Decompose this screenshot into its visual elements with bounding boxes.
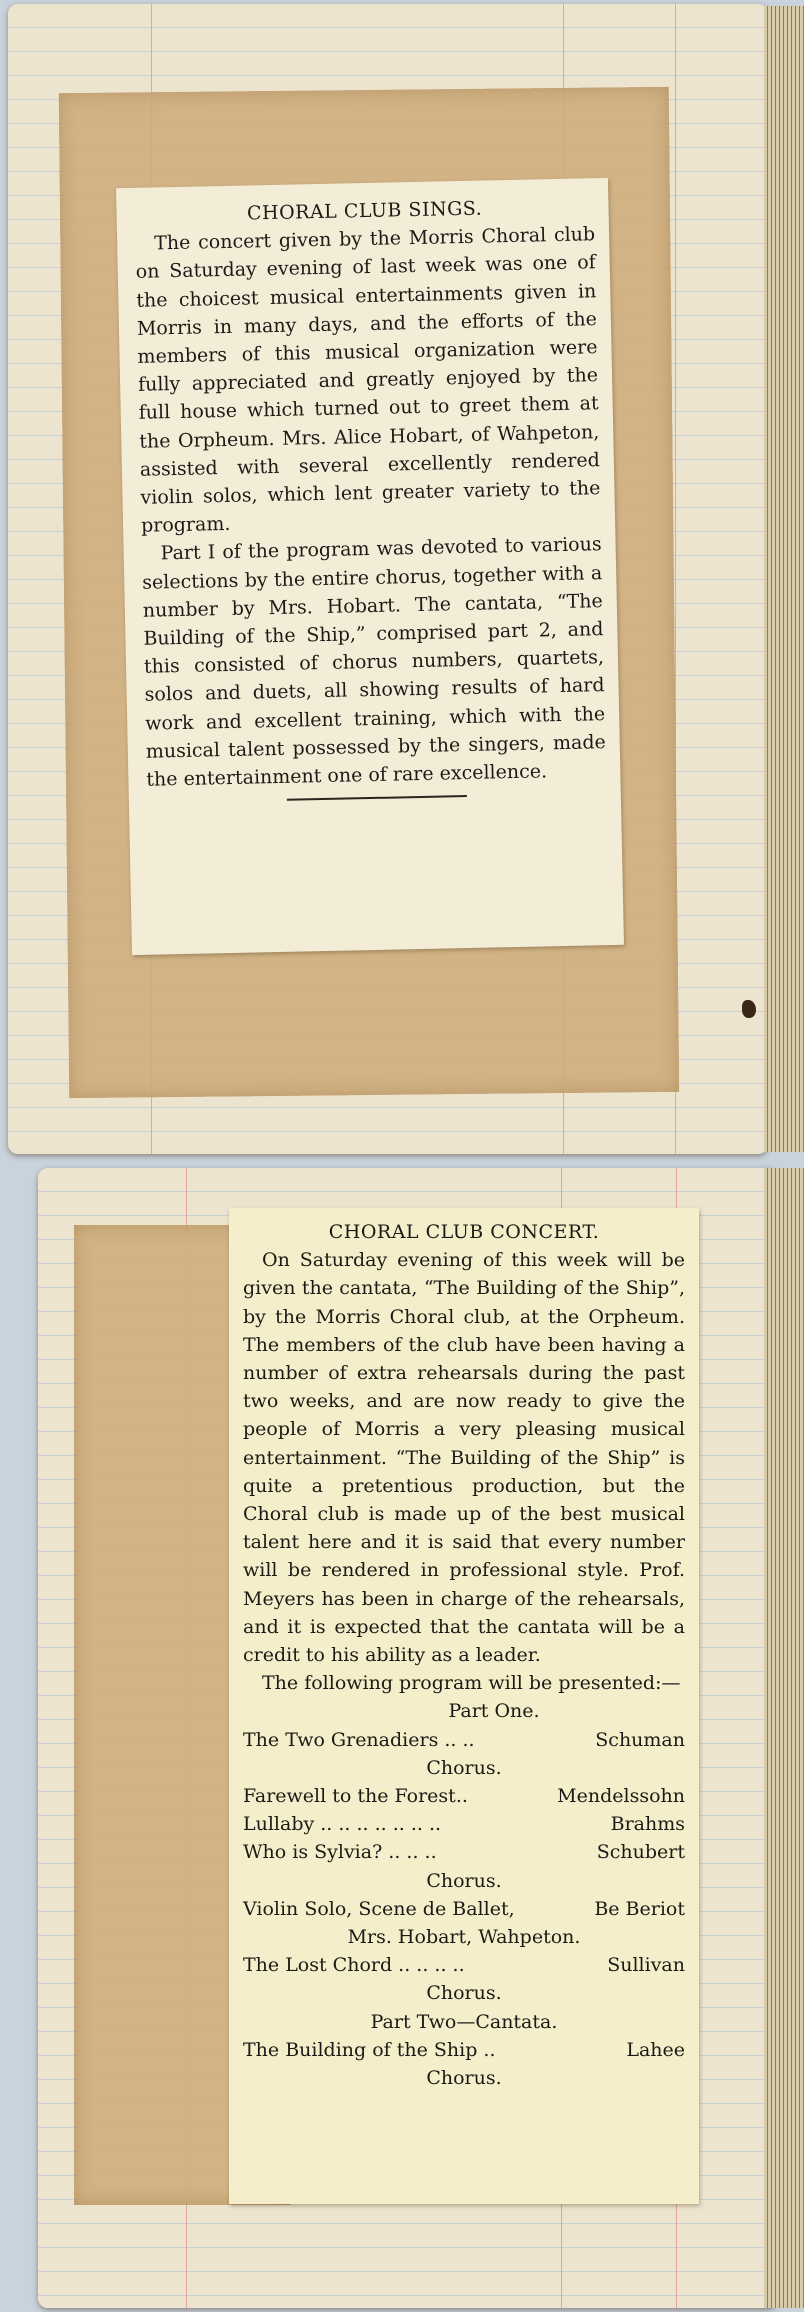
newspaper-clipping-choral-club-sings [116, 178, 624, 955]
page-edges-bottom [764, 1168, 804, 2308]
program-item [243, 1838, 685, 1866]
program-item-title: Lullaby .. .. .. .. .. .. .. [243, 1813, 442, 1836]
clipping-title: CHORAL CLUB CONCERT. [328, 1221, 600, 1243]
clipping-rule [287, 795, 467, 801]
program-item [243, 1951, 685, 1979]
clipping-paragraph: The concert given by the Morris Choral club on Saturday evening of last week was one of the choicest musical entertainments given in Morris in many days, and the efforts of the members of this musical organization were fully appreciated and greatly enjoyed by the full house which turned out to greet them at the Orpheum. Mrs. Alice Hobart, of Wahpeton, assisted with several excellently rendered violin solos, which lent greater variety to the program. [135, 223, 601, 538]
program-item-performer: Mrs. Hobart, Wahpeton. [347, 1926, 581, 1949]
program-item-composer: Schuman [595, 1728, 685, 1751]
program-item-composer: Brahms [610, 1813, 685, 1836]
program-item [243, 1895, 685, 1923]
clipping-title: CHORAL CLUB SINGS. [246, 197, 483, 225]
program-item-title: The Two Grenadiers .. .. [243, 1728, 475, 1751]
clipping-paragraph: On Saturday evening of this week will be given the cantata, “The Building of the Ship”, by the Morris Choral club, at the Orpheum. The members of the club have been having a number of extra rehearsals during the past two weeks, and are now ready to give the people of Morris a very pleasing musical entertainment. “The Building of the Ship” is quite a pretentious production, but the Choral club is made up of the best musical talent here and it is said that every number will be rendered in professional style. Prof. Meyers has been in charge of the rehearsals, and it is expected that the cantata will be a credit to his ability as a leader. [243, 1249, 685, 1667]
program-item-performer: Chorus. [426, 1869, 502, 1892]
program-item-title: Farewell to the Forest.. [243, 1785, 468, 1808]
page-edges-top [764, 6, 804, 1152]
program-item-composer: Sullivan [607, 1954, 685, 1977]
tack-mark [742, 1000, 756, 1018]
program-item-composer: Lahee [626, 2038, 685, 2061]
program-item-title: The Building of the Ship .. [243, 2038, 496, 2061]
program-item-title: The Lost Chord .. .. .. .. [243, 1954, 465, 1977]
program-item [243, 1782, 685, 1810]
program-item-composer: Schubert [596, 1841, 685, 1864]
clipping-paragraph: The following program will be presented:— [262, 1672, 681, 1695]
program-part-two-heading: Part Two—Cantata. [370, 2010, 558, 2033]
program-item-performer: Chorus. [426, 1756, 502, 1779]
program-item [243, 1726, 685, 1754]
program-item-composer: Mendelssohn [557, 1785, 685, 1808]
program-item-composer: Be Beriot [594, 1897, 685, 1920]
newspaper-clipping-choral-club-concert [229, 1208, 699, 2204]
program-item-title: Violin Solo, Scene de Ballet, [243, 1897, 515, 1920]
clipping-paragraph: Part I of the program was devoted to various selections by the entire chorus, together with a number by Mrs. Hobart. The cantata, “The Building of the Ship,” comprised part 2, and this consisted of chorus numbers, quartets, solos and duets, all showing results of hard work and excellent training, which with the musical talent possessed by the singers, made the entertainment one of rare excellence. [142, 533, 606, 791]
program-item-title: Who is Sylvia? .. .. .. [243, 1841, 437, 1864]
program-item-performer: Chorus. [426, 2067, 502, 2090]
program-part-one-heading: Part One. [448, 1700, 540, 1723]
program-item-performer: Chorus. [426, 1982, 502, 2005]
program-item [243, 2036, 685, 2064]
program-item [243, 1810, 685, 1838]
